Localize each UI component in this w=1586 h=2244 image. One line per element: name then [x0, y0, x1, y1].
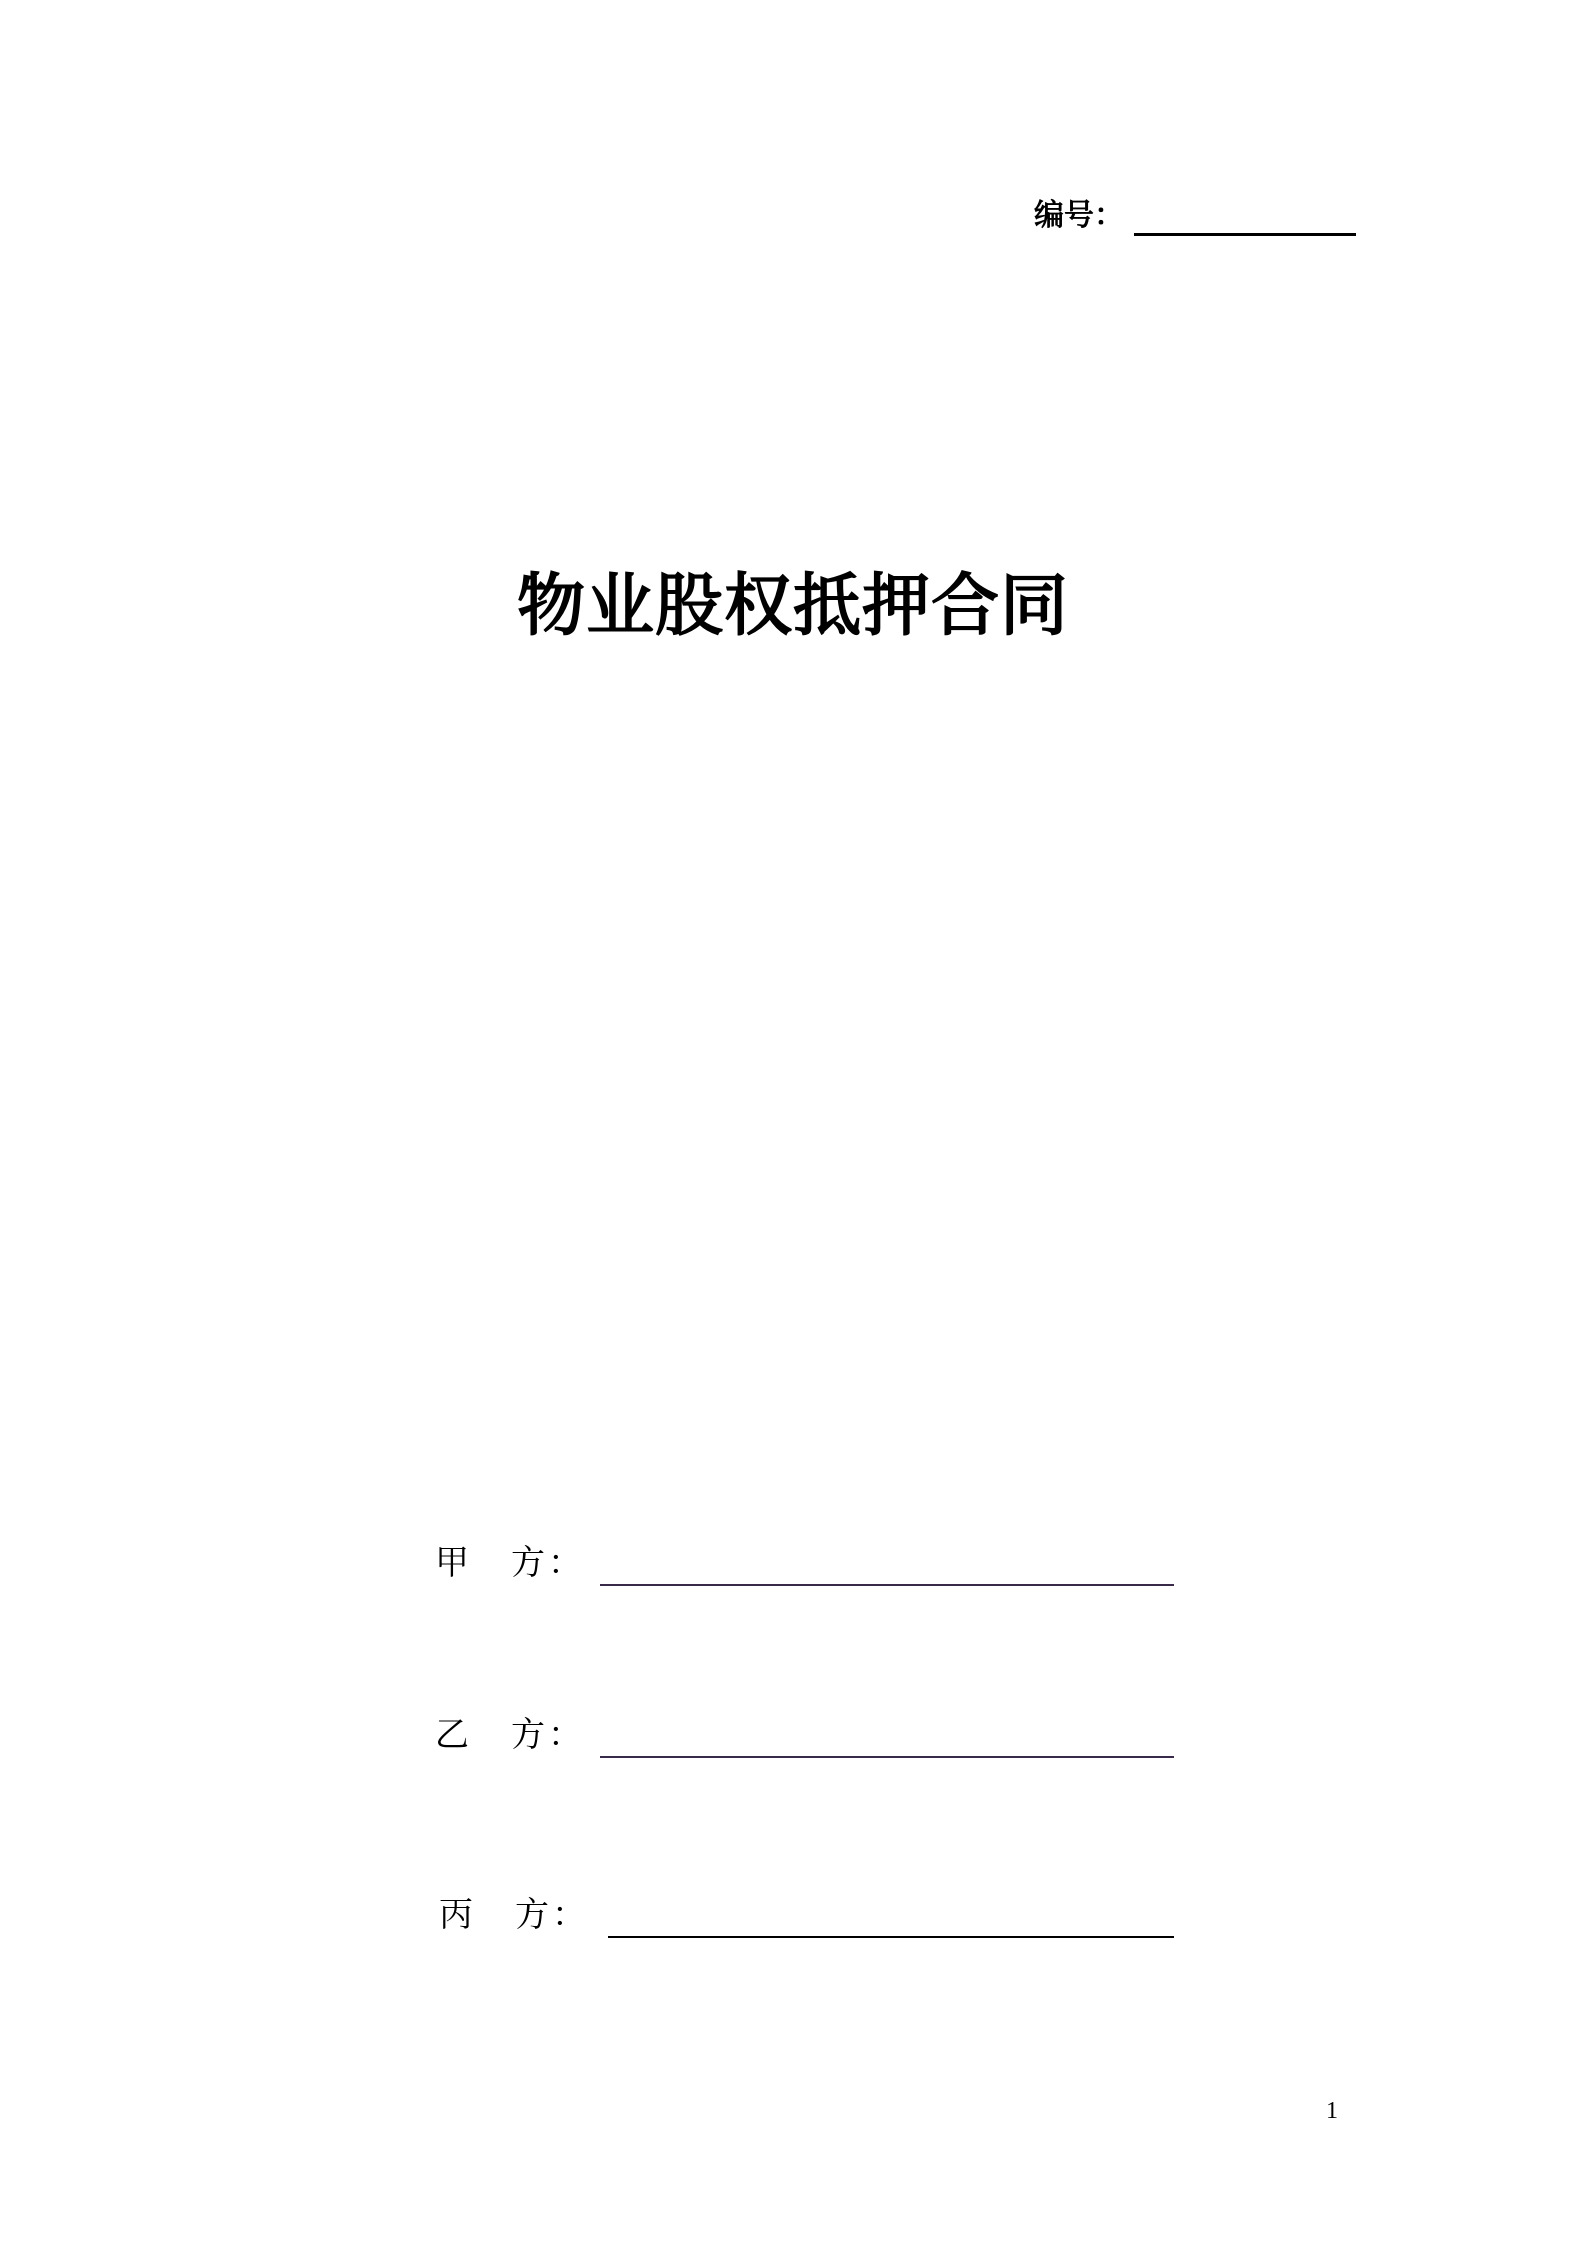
page-number: 1	[1326, 2098, 1338, 2124]
party-a-row	[432, 1534, 1174, 1586]
party-a-blank[interactable]	[600, 1544, 1174, 1586]
party-b-blank[interactable]	[600, 1716, 1174, 1758]
party-c-blank[interactable]	[608, 1896, 1174, 1938]
party-b-label-colon: ：	[548, 1715, 582, 1755]
party-c-label-char2: 方	[515, 1895, 549, 1935]
contract-number-blank[interactable]	[1134, 195, 1356, 236]
party-c-label-char1: 丙	[439, 1895, 473, 1935]
party-a-label-colon: ：	[548, 1543, 582, 1583]
party-c-row	[436, 1886, 1174, 1938]
party-a-label-char2: 方	[511, 1543, 545, 1583]
party-b-row	[432, 1706, 1174, 1758]
party-a-label-char1: 甲	[435, 1543, 469, 1583]
party-b-label-char2: 方	[511, 1715, 545, 1755]
party-b-label-char1: 乙	[435, 1715, 469, 1755]
party-c-label-colon: ：	[552, 1895, 586, 1935]
contract-number-row	[1034, 192, 1356, 236]
contract-number-label: 编号：	[1034, 198, 1124, 233]
document-title: 物业股权抵押合同	[516, 567, 1069, 646]
